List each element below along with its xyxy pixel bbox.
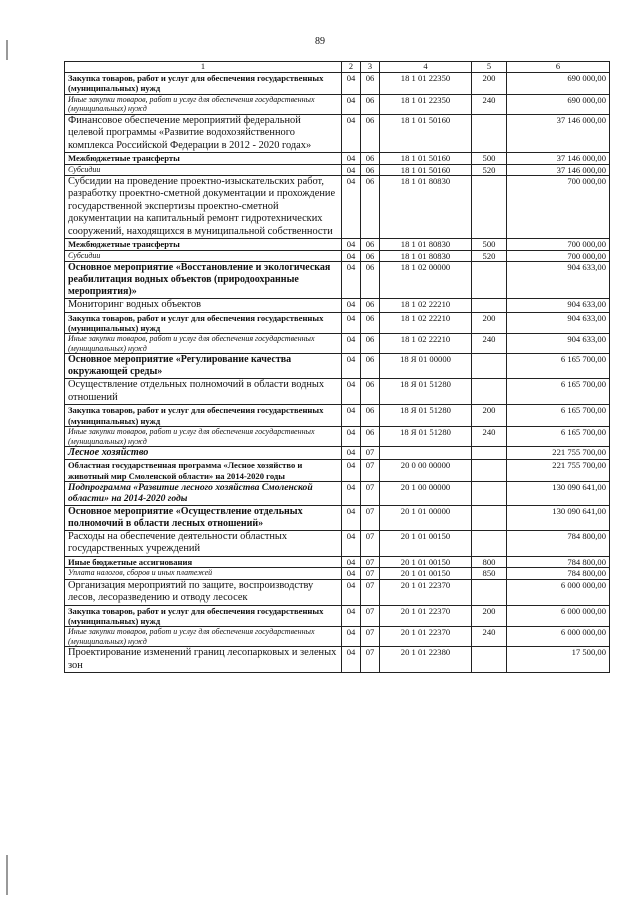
row-expense-type: 240: [472, 426, 507, 446]
row-target-code: 18 1 01 50160: [380, 164, 472, 175]
row-subsection: 06: [361, 426, 380, 446]
column-header: 1: [65, 62, 342, 73]
table-row: [65, 556, 610, 567]
row-name: Проектирование изменений границ лесопарковых и зеленых зон: [65, 647, 342, 673]
table-body: [65, 73, 610, 673]
row-amount: 6 165 700,00: [507, 405, 610, 427]
row-section: 04: [342, 605, 361, 627]
row-section: 04: [342, 627, 361, 647]
row-subsection: 06: [361, 354, 380, 379]
row-subsection: 06: [361, 153, 380, 164]
row-section: 04: [342, 460, 361, 482]
row-target-code: 18 Я 01 00000: [380, 354, 472, 379]
row-name: Основное мероприятие «Осуществление отдельных полномочий в области лесных отношений»: [65, 505, 342, 530]
row-subsection: 06: [361, 239, 380, 250]
row-subsection: 07: [361, 605, 380, 627]
row-expense-type: [472, 262, 507, 299]
row-name: Уплата налогов, сборов и иных платежей: [65, 568, 342, 579]
row-subsection: 07: [361, 530, 380, 556]
row-amount: 37 146 000,00: [507, 114, 610, 152]
row-section: 04: [342, 250, 361, 261]
row-amount: 784 800,00: [507, 568, 610, 579]
row-expense-type: 800: [472, 556, 507, 567]
page-number: 89: [315, 36, 325, 47]
table-row: [65, 114, 610, 152]
row-subsection: 07: [361, 568, 380, 579]
row-expense-type: 240: [472, 334, 507, 354]
row-subsection: 06: [361, 164, 380, 175]
row-expense-type: [472, 505, 507, 530]
row-section: 04: [342, 447, 361, 460]
row-amount: 17 500,00: [507, 647, 610, 673]
row-name: Подпрограмма «Развитие лесного хозяйства Смоленской области» на 2014-2020 годы: [65, 481, 342, 505]
table-row: [65, 505, 610, 530]
row-subsection: 07: [361, 505, 380, 530]
row-expense-type: [472, 114, 507, 152]
row-target-code: 20 1 01 00150: [380, 530, 472, 556]
table-row: [65, 426, 610, 446]
row-target-code: 18 1 01 22350: [380, 73, 472, 95]
row-target-code: 18 1 02 00000: [380, 262, 472, 299]
table-row: [65, 164, 610, 175]
row-section: 04: [342, 73, 361, 95]
row-target-code: 20 1 01 00150: [380, 568, 472, 579]
row-amount: 221 755 700,00: [507, 460, 610, 482]
row-section: 04: [342, 481, 361, 505]
row-subsection: 06: [361, 405, 380, 427]
row-subsection: 07: [361, 579, 380, 605]
table-row: [65, 94, 610, 114]
row-amount: 700 000,00: [507, 175, 610, 238]
row-expense-type: 240: [472, 94, 507, 114]
table-row: [65, 405, 610, 427]
row-subsection: 06: [361, 175, 380, 238]
row-expense-type: 200: [472, 405, 507, 427]
row-name: Мониторинг водных объектов: [65, 299, 342, 312]
table-row: [65, 605, 610, 627]
row-name: Субсидии: [65, 164, 342, 175]
row-subsection: 07: [361, 460, 380, 482]
table-row: [65, 481, 610, 505]
row-section: 04: [342, 530, 361, 556]
column-header: 3: [361, 62, 380, 73]
row-section: 04: [342, 175, 361, 238]
row-amount: 6 165 700,00: [507, 379, 610, 405]
row-amount: 6 000 000,00: [507, 605, 610, 627]
row-target-code: 18 Я 01 51280: [380, 379, 472, 405]
row-subsection: 06: [361, 312, 380, 334]
row-amount: 904 633,00: [507, 312, 610, 334]
table-row: [65, 647, 610, 673]
row-target-code: 18 Я 01 51280: [380, 405, 472, 427]
row-target-code: 20 1 00 00000: [380, 481, 472, 505]
table-row: [65, 354, 610, 379]
row-expense-type: 520: [472, 250, 507, 261]
row-section: 04: [342, 354, 361, 379]
table-row: [65, 239, 610, 250]
row-name: Иные закупки товаров, работ и услуг для обеспечения государственных (муниципальных) нужд: [65, 627, 342, 647]
row-section: 04: [342, 579, 361, 605]
row-section: 04: [342, 426, 361, 446]
row-name: Иные бюджетные ассигнования: [65, 556, 342, 567]
row-target-code: 18 1 01 22350: [380, 94, 472, 114]
row-subsection: 07: [361, 627, 380, 647]
table-row: [65, 447, 610, 460]
row-amount: 6 000 000,00: [507, 579, 610, 605]
row-amount: 6 165 700,00: [507, 354, 610, 379]
row-section: 04: [342, 114, 361, 152]
row-target-code: 18 1 01 50160: [380, 153, 472, 164]
column-header: 4: [380, 62, 472, 73]
row-amount: 221 755 700,00: [507, 447, 610, 460]
row-expense-type: [472, 530, 507, 556]
row-subsection: 07: [361, 556, 380, 567]
row-target-code: 18 1 01 80830: [380, 239, 472, 250]
row-name: Финансовое обеспечение мероприятий федеральной целевой программы «Развитие водохозяйственного комплекса Российской Федерации в 2012 - 2020 годах»: [65, 114, 342, 152]
row-target-code: 20 1 01 00000: [380, 505, 472, 530]
row-target-code: 20 0 00 00000: [380, 460, 472, 482]
row-section: 04: [342, 164, 361, 175]
row-name: Областная государственная программа «Лесное хозяйство и животный мир Смоленской области» на 2014-2020 годы: [65, 460, 342, 482]
row-expense-type: 200: [472, 73, 507, 95]
row-section: 04: [342, 153, 361, 164]
row-name: Осуществление отдельных полномочий в области водных отношений: [65, 379, 342, 405]
row-amount: 130 090 641,00: [507, 481, 610, 505]
row-expense-type: [472, 647, 507, 673]
row-section: 04: [342, 312, 361, 334]
row-amount: 37 146 000,00: [507, 164, 610, 175]
scan-edge-mark: [6, 855, 8, 895]
row-name: Основное мероприятие «Регулирование качества окружающей среды»: [65, 354, 342, 379]
table-row: [65, 460, 610, 482]
row-amount: 700 000,00: [507, 250, 610, 261]
budget-table: [64, 61, 610, 673]
row-section: 04: [342, 239, 361, 250]
row-name: Иные закупки товаров, работ и услуг для обеспечения государственных (муниципальных) нужд: [65, 334, 342, 354]
row-subsection: 07: [361, 447, 380, 460]
row-subsection: 06: [361, 94, 380, 114]
row-amount: 904 633,00: [507, 334, 610, 354]
row-name: Лесное хозяйство: [65, 447, 342, 460]
row-target-code: 18 Я 01 51280: [380, 426, 472, 446]
row-amount: 904 633,00: [507, 262, 610, 299]
row-name: Закупка товаров, работ и услуг для обеспечения государственных (муниципальных) нужд: [65, 605, 342, 627]
row-amount: 904 633,00: [507, 299, 610, 312]
row-section: 04: [342, 94, 361, 114]
table-row: [65, 175, 610, 238]
row-expense-type: [472, 299, 507, 312]
row-name: Иные закупки товаров, работ и услуг для обеспечения государственных (муниципальных) нужд: [65, 94, 342, 114]
row-name: Расходы на обеспечение деятельности областных государственных учреждений: [65, 530, 342, 556]
row-target-code: 18 1 01 80830: [380, 175, 472, 238]
row-target-code: 18 1 01 50160: [380, 114, 472, 152]
row-amount: 130 090 641,00: [507, 505, 610, 530]
row-amount: 690 000,00: [507, 94, 610, 114]
column-header: 5: [472, 62, 507, 73]
table-row: [65, 262, 610, 299]
row-target-code: 18 1 02 22210: [380, 312, 472, 334]
column-header: 6: [507, 62, 610, 73]
row-section: 04: [342, 505, 361, 530]
table-header-row: [65, 62, 610, 73]
row-expense-type: 240: [472, 627, 507, 647]
row-subsection: 06: [361, 114, 380, 152]
table-row: [65, 627, 610, 647]
row-subsection: 07: [361, 481, 380, 505]
row-section: 04: [342, 556, 361, 567]
row-expense-type: 500: [472, 153, 507, 164]
row-section: 04: [342, 334, 361, 354]
row-expense-type: 520: [472, 164, 507, 175]
row-name: Иные закупки товаров, работ и услуг для обеспечения государственных (муниципальных) нужд: [65, 426, 342, 446]
row-subsection: 06: [361, 250, 380, 261]
row-expense-type: 850: [472, 568, 507, 579]
row-section: 04: [342, 647, 361, 673]
row-expense-type: [472, 460, 507, 482]
row-name: Закупка товаров, работ и услуг для обеспечения государственных (муниципальных) нужд: [65, 405, 342, 427]
row-name: Закупка товаров, работ и услуг для обеспечения государственных (муниципальных) нужд: [65, 73, 342, 95]
row-target-code: 20 1 01 00150: [380, 556, 472, 567]
row-name: Закупка товаров, работ и услуг для обеспечения государственных (муниципальных) нужд: [65, 312, 342, 334]
row-subsection: 06: [361, 73, 380, 95]
table-row: [65, 579, 610, 605]
row-expense-type: [472, 175, 507, 238]
row-target-code: 18 1 02 22210: [380, 299, 472, 312]
row-amount: 6 000 000,00: [507, 627, 610, 647]
row-amount: 6 165 700,00: [507, 426, 610, 446]
row-subsection: 06: [361, 299, 380, 312]
row-expense-type: 500: [472, 239, 507, 250]
row-amount: 784 800,00: [507, 556, 610, 567]
table-row: [65, 299, 610, 312]
row-name: Организация мероприятий по защите, воспроизводству лесов, лесоразведению и отводу лесосек: [65, 579, 342, 605]
row-target-code: 18 1 01 80830: [380, 250, 472, 261]
row-expense-type: [472, 379, 507, 405]
row-section: 04: [342, 405, 361, 427]
row-target-code: [380, 447, 472, 460]
row-target-code: 20 1 01 22380: [380, 647, 472, 673]
table-row: [65, 379, 610, 405]
row-section: 04: [342, 299, 361, 312]
row-name: Субсидии на проведение проектно-изыскательских работ, разработку проектно-сметной документации и прохождение государственной экспертизы проектно-сметной документации на капитальный ремонт гидротехнических сооружений, находящихся в муниципальной собственности: [65, 175, 342, 238]
row-name: Основное мероприятие «Восстановление и экологическая реабилитация водных объектов (природоохранные мероприятия)»: [65, 262, 342, 299]
table-row: [65, 334, 610, 354]
column-header: 2: [342, 62, 361, 73]
row-target-code: 20 1 01 22370: [380, 579, 472, 605]
row-target-code: 18 1 02 22210: [380, 334, 472, 354]
row-expense-type: [472, 354, 507, 379]
row-name: Субсидии: [65, 250, 342, 261]
scan-edge-mark: [6, 40, 8, 60]
table-row: [65, 153, 610, 164]
row-subsection: 06: [361, 379, 380, 405]
row-amount: 37 146 000,00: [507, 153, 610, 164]
row-subsection: 06: [361, 262, 380, 299]
row-name: Межбюджетные трансферты: [65, 239, 342, 250]
table-row: [65, 73, 610, 95]
row-expense-type: [472, 481, 507, 505]
row-section: 04: [342, 568, 361, 579]
row-target-code: 20 1 01 22370: [380, 627, 472, 647]
table-row: [65, 312, 610, 334]
row-target-code: 20 1 01 22370: [380, 605, 472, 627]
table-row: [65, 530, 610, 556]
row-expense-type: 200: [472, 605, 507, 627]
row-amount: 690 000,00: [507, 73, 610, 95]
row-subsection: 07: [361, 647, 380, 673]
row-amount: 700 000,00: [507, 239, 610, 250]
row-expense-type: 200: [472, 312, 507, 334]
row-expense-type: [472, 447, 507, 460]
table-row: [65, 250, 610, 261]
row-subsection: 06: [361, 334, 380, 354]
row-section: 04: [342, 379, 361, 405]
row-amount: 784 800,00: [507, 530, 610, 556]
row-name: Межбюджетные трансферты: [65, 153, 342, 164]
row-expense-type: [472, 579, 507, 605]
table-row: [65, 568, 610, 579]
row-section: 04: [342, 262, 361, 299]
